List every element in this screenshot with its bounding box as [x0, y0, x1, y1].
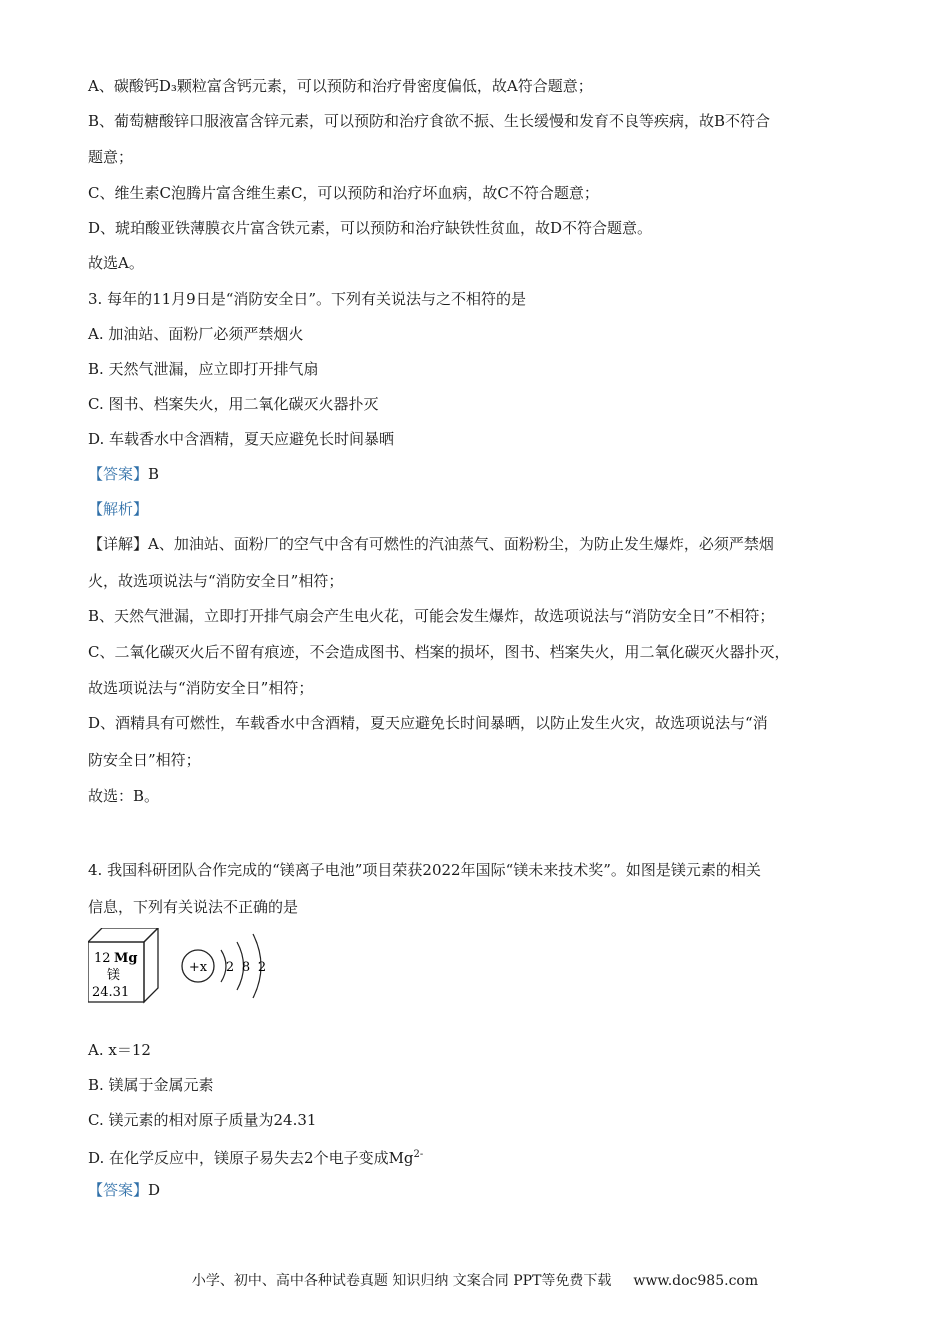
shell-electrons: 2 — [225, 960, 235, 975]
q3-option-a: A. 加油站、面粉厂必须严禁烟火 — [88, 325, 304, 343]
atom-structure-diagram — [182, 934, 266, 998]
q3-answer — [88, 464, 159, 484]
nucleus-charge: +x — [188, 960, 208, 975]
q4-option-a: A. x＝12 — [88, 1041, 151, 1059]
q4-option-d — [88, 1145, 423, 1168]
q2-conclusion: 故选A。 — [88, 254, 144, 272]
q3-option-c: C. 图书、档案失火，用二氧化碳灭火器扑灭 — [88, 395, 379, 413]
q3-detail-a-cont: 火，故选项说法与“消防安全日”相符； — [88, 572, 344, 590]
q3-detail-d-cont: 防安全日”相符； — [88, 751, 201, 769]
shell-electrons: 8 — [241, 960, 251, 975]
q4-option-c: C. 镁元素的相对原子质量为24.31 — [88, 1111, 317, 1129]
q4-option-b: B. 镁属于金属元素 — [88, 1076, 214, 1094]
q3-detail-b: B、天然气泄漏，立即打开排气扇会产生电火花，可能会发生爆炸，故选项说法与“消防安全日”不相符； — [88, 607, 775, 625]
magnesium-element-figure — [88, 928, 278, 1008]
footer-link[interactable]: www.doc985.com — [633, 1273, 759, 1289]
q3-detail-d: D、酒精具有可燃性，车载香水中含酒精，夏天应避免长时间暴晒，以防止发生火灾，故选项说法与“消 — [88, 714, 768, 732]
detail-a-text: A、加油站、面粉厂的空气中含有可燃性的汽油蒸气、面粉粉尘，为防止发生爆炸，必须严禁烟 — [148, 535, 774, 553]
q4-stem: 4. 我国科研团队合作完成的“镁离子电池”项目荣获2022年国际“镁未来技术奖”。如图是镁元素的相关 — [88, 861, 761, 879]
q2-explain-b: B、葡萄糖酸锌口服液富含锌元素，可以预防和治疗食欲不振、生长缓慢和发育不良等疾病，故B不符合 — [88, 112, 771, 130]
q2-explain-d: D、琥珀酸亚铁薄膜衣片富含铁元素，可以预防和治疗缺铁性贫血，故D不符合题意。 — [88, 219, 653, 237]
q3-analysis-tag: 【解析】 — [88, 500, 149, 518]
answer-tag: 【答案】 — [88, 1181, 149, 1199]
q3-option-b: B. 天然气泄漏，应立即打开排气扇 — [88, 360, 319, 378]
q2-explain-b-cont: 题意； — [88, 148, 134, 166]
footer-text: 小学、初中、高中各种试卷真题 知识归纳 文案合同 PPT等免费下载 — [191, 1273, 612, 1289]
q4-answer — [88, 1180, 160, 1200]
element-cell — [88, 928, 158, 1002]
element-name: 镁 — [107, 968, 121, 983]
answer-value: D — [148, 1181, 161, 1199]
detail-tag: 【详解】 — [88, 535, 149, 553]
q3-detail-c: C、二氧化碳灭火后不留有痕迹，不会造成图书、档案的损坏，图书、档案失火，用二氧化碳灭火器扑灭， — [88, 643, 790, 661]
q2-explain-a: A、碳酸钙D₃颗粒富含钙元素，可以预防和治疗骨密度偏低，故A符合题意； — [88, 77, 593, 95]
q3-detail-c-cont: 故选项说法与“消防安全日”相符； — [88, 679, 314, 697]
atomic-mass: 24.31 — [92, 985, 130, 1000]
q2-explain-c: C、维生素C泡腾片富含维生素C，可以预防和治疗坏血病，故C不符合题意； — [88, 184, 599, 202]
page-footer — [0, 1270, 950, 1290]
option-d-text: D. 在化学反应中，镁原子易失去2个电子变成Mg — [88, 1149, 414, 1167]
answer-tag: 【答案】 — [88, 465, 149, 483]
q3-option-d: D. 车载香水中含酒精，夏天应避免长时间暴晒 — [88, 430, 395, 448]
ion-charge: 2- — [413, 1149, 424, 1160]
atomic-number: 12 — [94, 951, 111, 966]
q3-stem: 3. 每年的11月9日是“消防安全日”。下列有关说法与之不相符的是 — [88, 290, 527, 308]
q4-stem-cont: 信息，下列有关说法不正确的是 — [88, 898, 299, 916]
q3-detail-a — [88, 534, 774, 554]
q3-conclusion: 故选：B。 — [88, 787, 160, 805]
shell-electrons: 2 — [257, 960, 267, 975]
element-symbol: Mg — [114, 951, 138, 966]
answer-value: B — [148, 465, 160, 483]
